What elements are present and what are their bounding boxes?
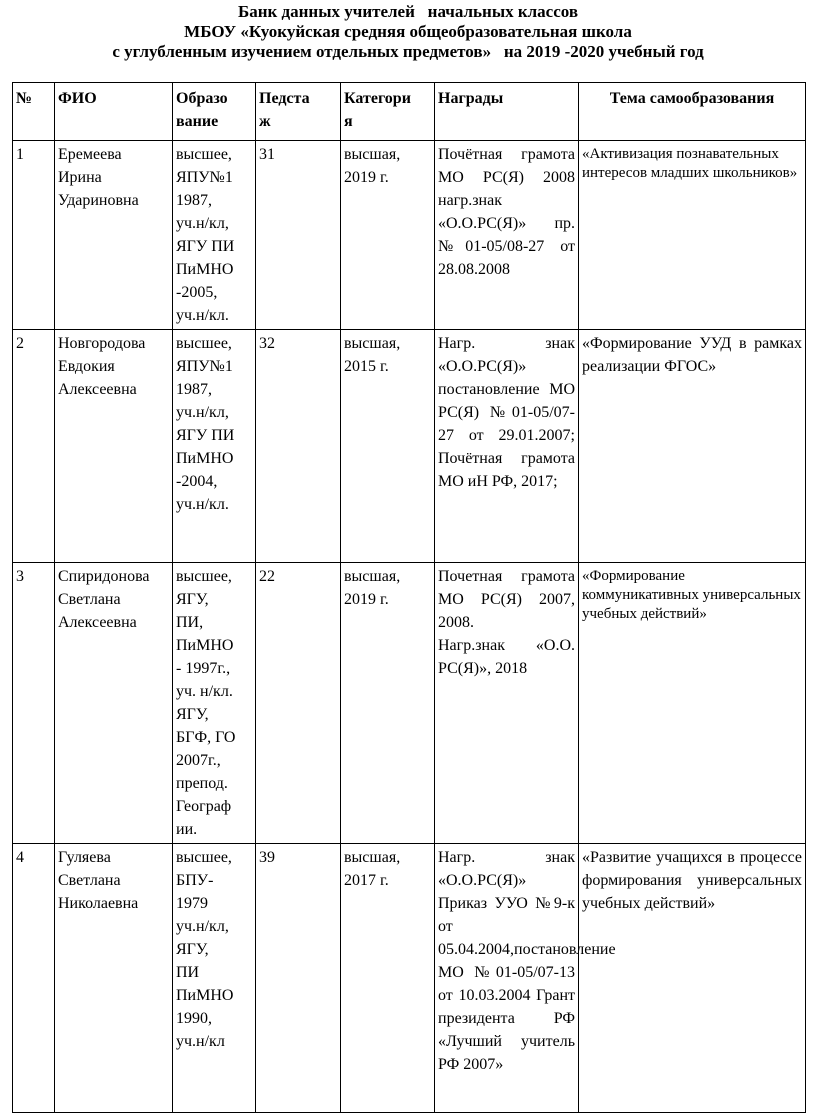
table-row xyxy=(13,844,806,1113)
heading-line-1: Банк данных учителей начальных классов xyxy=(237,2,579,21)
header-experience: Педста ж xyxy=(256,83,341,141)
cell-education: высшее, ЯГУ, ПИ, ПиМНО - 1997г., уч. н/кл. ЯГУ, БГФ, ГО 2007г., препод. Географ ии. xyxy=(173,563,256,844)
cell-fio: Новгородова Евдокия Алексеевна xyxy=(55,330,173,563)
heading-line-3: с углубленным изучением отдельных предметов» на 2019 -2020 учебный год xyxy=(112,42,704,61)
header-theme: Тема самообразования xyxy=(579,83,806,141)
cell-category: высшая, 2015 г. xyxy=(341,330,435,563)
cell-education: высшее, ЯПУ№1 1987, уч.н/кл, ЯГУ ПИ ПиМНО -2005, уч.н/кл. xyxy=(173,141,256,330)
cell-theme: «Формирование УУД в рамках реализации ФГОС» xyxy=(579,330,806,563)
teachers-table xyxy=(12,82,806,1113)
cell-experience: 22 xyxy=(256,563,341,844)
table-row xyxy=(13,141,806,330)
cell-category: высшая, 2017 г. xyxy=(341,844,435,1113)
heading-line-2: МБОУ «Куокуйская средняя общеобразовательная школа xyxy=(184,22,632,41)
cell-experience: 32 xyxy=(256,330,341,563)
cell-fio: Гуляева Светлана Николаевна xyxy=(55,844,173,1113)
cell-category: высшая, 2019 г. xyxy=(341,141,435,330)
cell-theme: «Развитие учащихся в процессе формирования универсальных учебных действий» xyxy=(579,844,806,1113)
cell-category: высшая, 2019 г. xyxy=(341,563,435,844)
header-education: Образо вание xyxy=(173,83,256,141)
cell-education: высшее, ЯПУ№1 1987, уч.н/кл, ЯГУ ПИ ПиМНО -2004, уч.н/кл. xyxy=(173,330,256,563)
cell-num: 1 xyxy=(13,141,55,330)
cell-awards: Почетная грамота МО РС(Я) 2007, 2008. Нагр.знак «О.О. РС(Я)», 2018 xyxy=(435,563,579,844)
cell-fio: Еремеева Ирина Удариновна xyxy=(55,141,173,330)
table-header-row xyxy=(13,83,806,141)
header-awards: Награды xyxy=(435,83,579,141)
cell-theme: «Формирование коммуникативных универсальных учебных действий» xyxy=(579,563,806,844)
header-category: Категори я xyxy=(341,83,435,141)
cell-experience: 39 xyxy=(256,844,341,1113)
cell-awards: Нагр. знак «О.О.РС(Я)» Приказ УУО №9-к от 05.04.2004,постановление МО №01-05/07-13 от 10.03.2004 Грант президента РФ «Лучший учитель РФ 2007» xyxy=(435,844,579,1113)
header-fio: ФИО xyxy=(55,83,173,141)
table-row xyxy=(13,563,806,844)
cell-awards: Почётная грамота МО РС(Я) 2008 нагр.знак «О.О.РС(Я)» пр.№01-05/08-27 от 28.08.2008 xyxy=(435,141,579,330)
cell-experience: 31 xyxy=(256,141,341,330)
table-row xyxy=(13,330,806,563)
cell-awards: Нагр. знак «О.О.РС(Я)» постановление МО РС(Я) №01-05/07-27 от 29.01.2007; Почётная грамота МО иН РФ, 2017; xyxy=(435,330,579,563)
cell-num: 2 xyxy=(13,330,55,563)
header-num: № xyxy=(13,83,55,141)
cell-fio: Спиридонова Светлана Алексеевна xyxy=(55,563,173,844)
document-heading xyxy=(0,0,816,62)
cell-education: высшее, БПУ- 1979 уч.н/кл, ЯГУ, ПИ ПиМНО 1990, уч.н/кл xyxy=(173,844,256,1113)
cell-num: 4 xyxy=(13,844,55,1113)
cell-num: 3 xyxy=(13,563,55,844)
cell-theme: «Активизация познавательных интересов младших школьников» xyxy=(579,141,806,330)
